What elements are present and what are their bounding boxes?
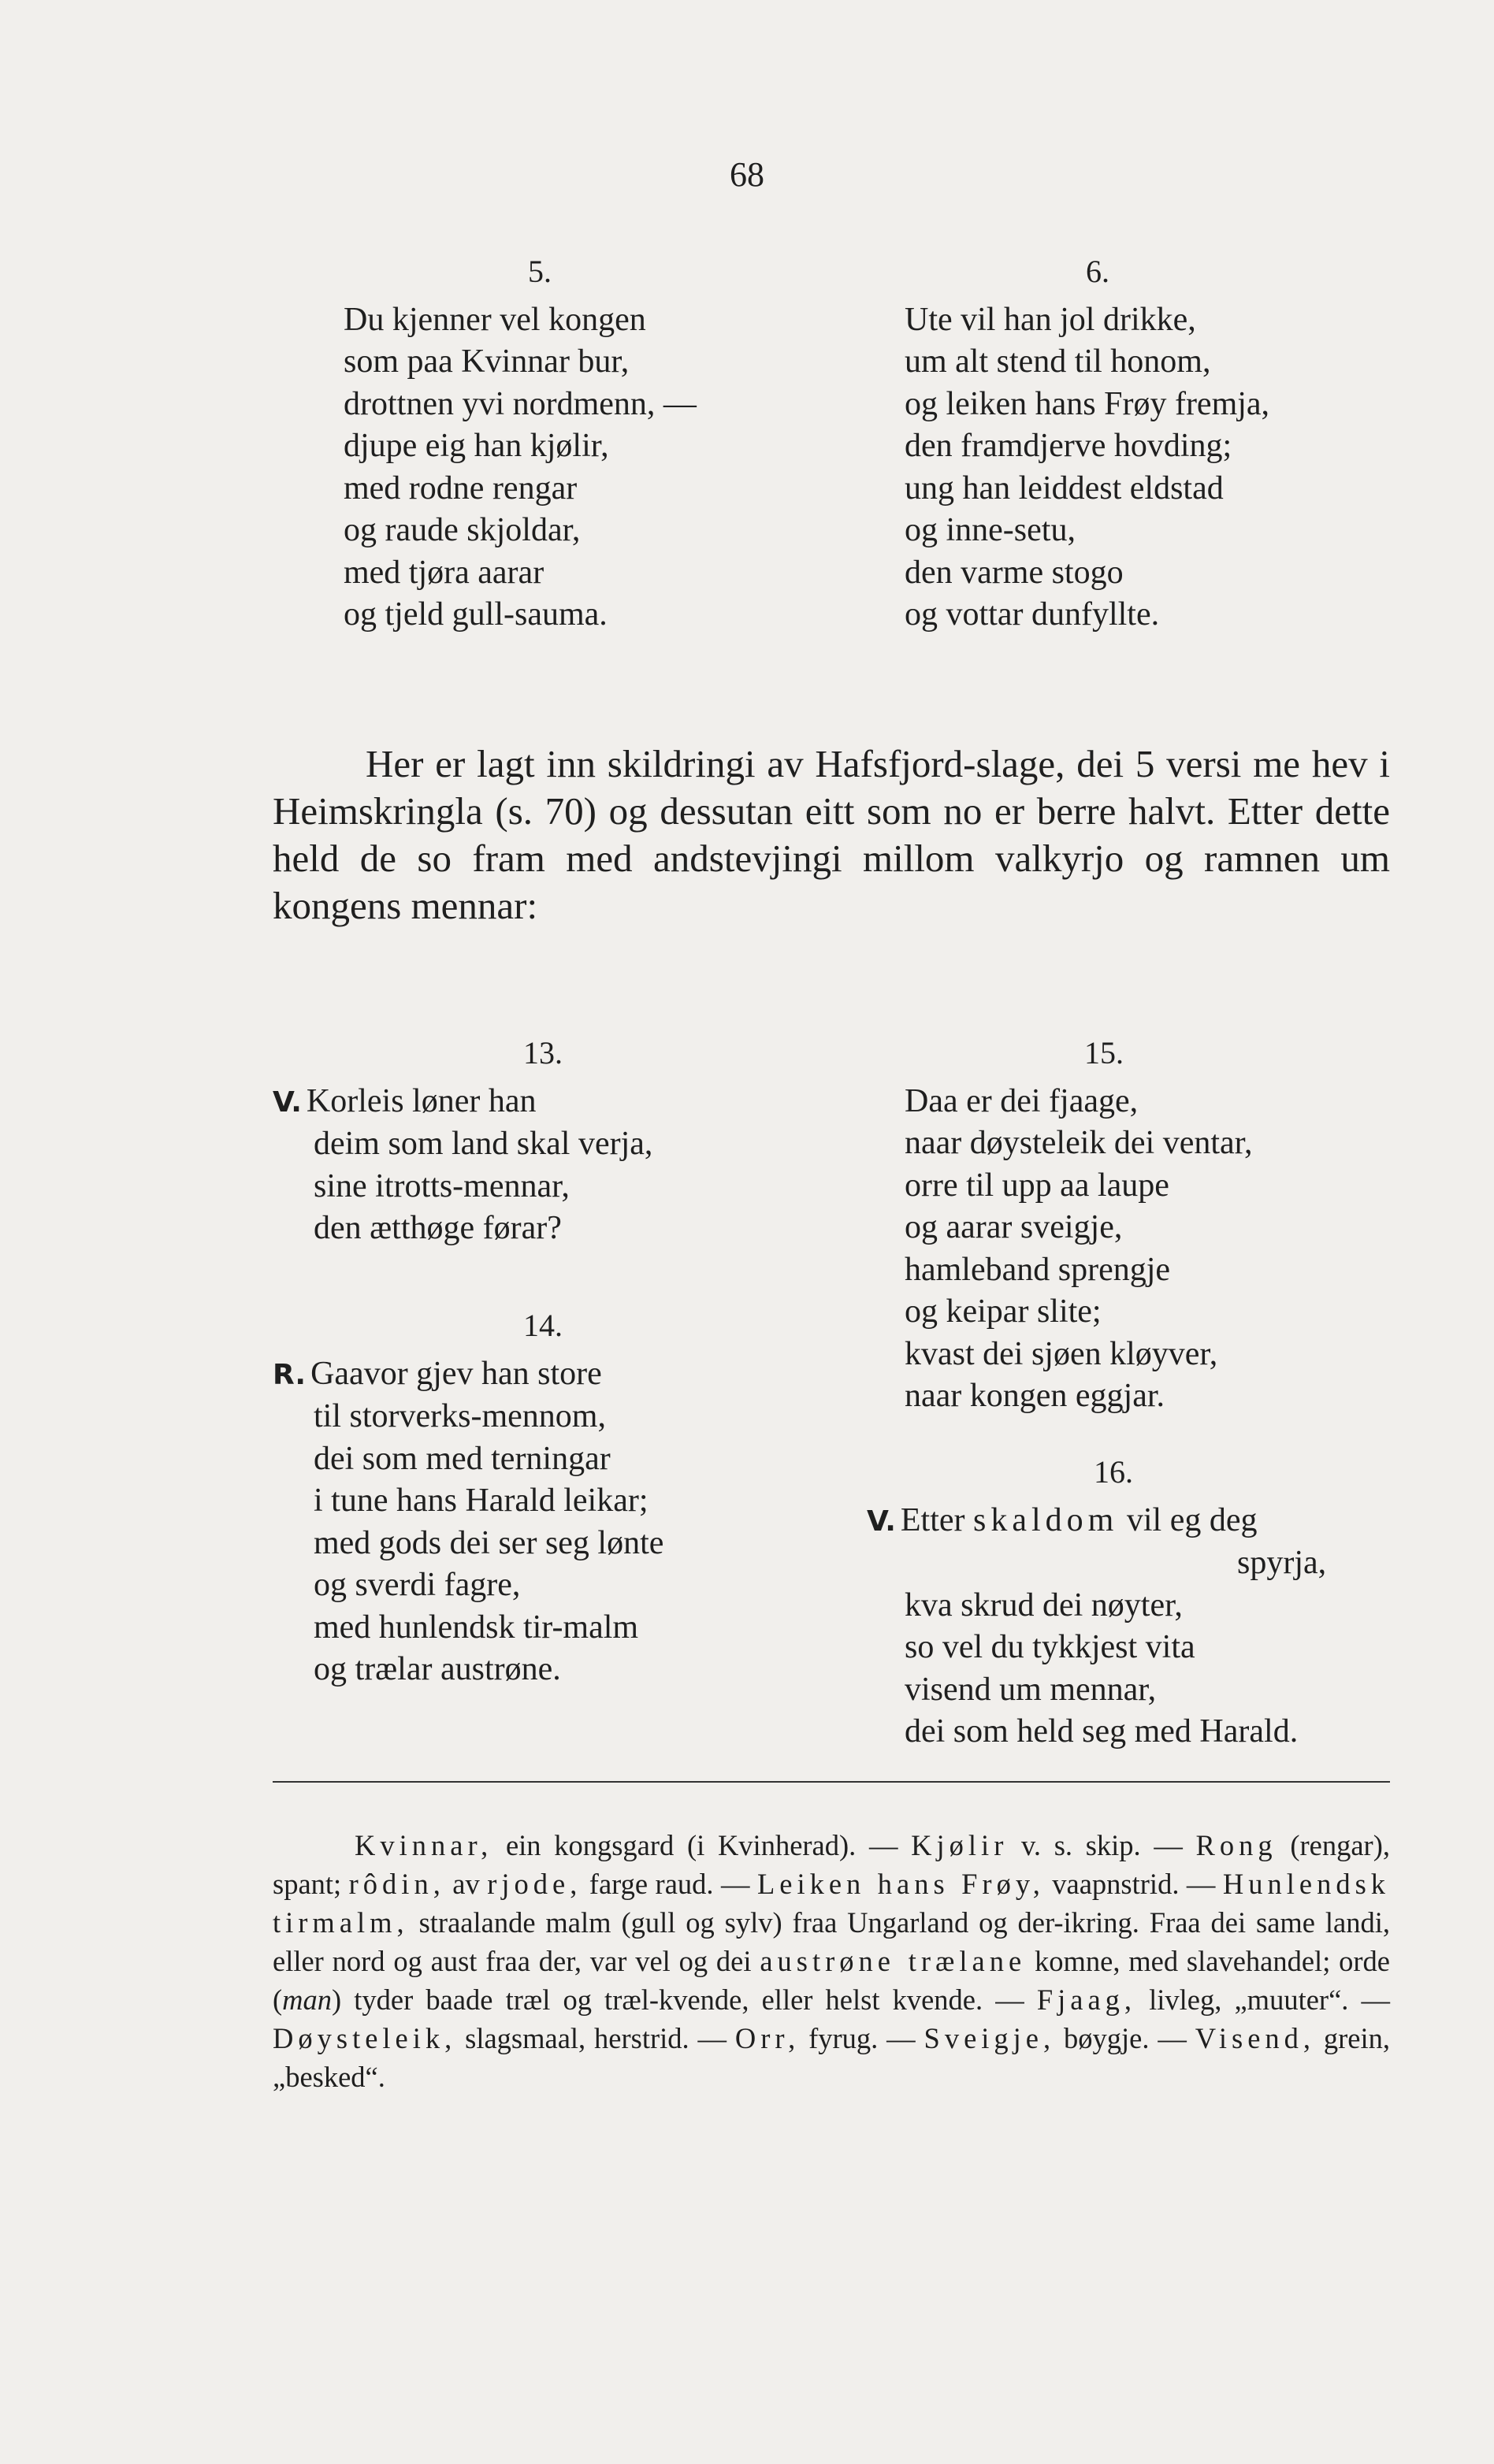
footnote-text [273,1826,1390,2096]
verse-line: og inne-setu, [905,512,1076,548]
verse-line: og aarar sveigje, [905,1209,1123,1245]
prose-text: Her er lagt inn skildringi av Hafsfjord-slage, dei 5 versi me hev i Heimskringla (s. 70) og dessutan eitt som no er berre halvt. Etter dette held de so fram med andstevjingi millom valkyrjo og ramnen um kongens mennar: [273,742,1390,927]
verse-line: Gaavor gjev han store [310,1355,602,1392]
page-number: 68 [730,155,764,194]
footnote-divider [273,1781,1390,1783]
glossary-definition: (rengar), spant; [273,1829,1390,1900]
glossary-definition: fyrug. — [800,2022,924,2054]
verse-line: kva skrud dei nøyter, [905,1586,1183,1623]
verse-line: med hunlendsk tir-malm [314,1609,639,1646]
glossary-definition: v. s. skip. — [1008,1829,1196,1861]
speaker-label: R. [273,1358,307,1391]
stanza-number: 14. [523,1308,563,1343]
verse-line: Du kjenner vel kongen [344,301,646,338]
verse-line: Korleis løner han [306,1082,537,1119]
verse-line: drottnen yvi nordmenn, — [344,385,697,422]
glossary-definition: av [444,1868,488,1900]
verse-line: og raude skjoldar, [344,512,581,548]
glossary-definition: komne, med slavehandel; orde ( [273,1945,1390,2016]
italic-word: man [282,1983,333,2016]
stanza-number: 13. [523,1035,563,1071]
verse-line: ung han leiddest eldstad [905,469,1224,507]
verse-line: Ute vil han jol drikke, [905,301,1196,338]
glossary-definition: ) tyder baade træl og træl-kvende, eller helst kvende. — [332,1983,1037,2016]
verse-line: um alt stend til honom, [905,343,1211,380]
verse-line: den ætthøge førar? [314,1210,562,1246]
glossary-term: Sveigje, [924,2022,1056,2054]
verse-line: dei som held seg med Harald. [905,1713,1299,1750]
glossary-term: Leiken hans Frøy, [756,1868,1045,1900]
verse-line: og trælar austrøne. [314,1651,561,1687]
verse-line: med rodne rengar [344,469,578,507]
stanza-13 [273,1032,652,1250]
verse-line: i tune hans Harald leikar; [314,1482,649,1519]
verse-line: orre til upp aa laupe [905,1167,1169,1204]
glossary-term: Orr, [734,2022,801,2054]
stanza-5 [344,250,697,636]
verse-line: Daa er dei fjaage, [905,1082,1139,1119]
glossary-definition: bøygje. — [1055,2022,1195,2054]
glossary-term: Fjaag, [1036,1983,1137,2016]
verse-line: deim som land skal verja, [314,1126,653,1162]
glossary-definition: farge raud. — [582,1868,757,1900]
verse-line: so vel du tykkjest vita [905,1629,1195,1665]
verse-line: til storverks-mennom, [314,1398,606,1434]
verse-line: dei som med terningar [314,1440,611,1477]
verse-line: den framdjerve hovding; [905,428,1232,464]
stanza-16 [867,1451,1395,1753]
verse-line: med tjøra aarar [344,554,544,591]
verse-line: naar kongen eggjar. [905,1378,1165,1414]
verse-line: og leiken hans Frøy fremja, [905,385,1270,422]
glossary-definition: livleg, „muuter“. — [1136,1983,1390,2016]
verse-line: naar døysteleik dei ventar, [905,1125,1253,1161]
glossary-term: Kjølir [911,1829,1009,1861]
glossary-definition: ein kongsgard (i Kvinherad). — [492,1829,912,1861]
verse-line-spaced-word: skaldom [973,1501,1119,1538]
footnotes [273,1826,1390,2096]
glossary-definition: vaapnstrid. — [1044,1868,1223,1900]
stanza-14 [273,1304,663,1691]
stanza-number: 16. [1094,1454,1133,1490]
glossary-term: Døysteleik, [273,2022,457,2054]
verse-line: med gods dei ser seg lønte [314,1524,664,1561]
verse-line: kvast dei sjøen kløyver, [905,1335,1218,1372]
glossary-term: Hunlendsk tirmalm, [273,1868,1391,1939]
verse-line: Etter [900,1501,974,1538]
glossary-definition: grein, „besked“. [273,2022,1391,2093]
stanza-15 [905,1032,1252,1418]
glossary-term: rjode, [487,1868,582,1900]
verse-line: og tjeld gull-sauma. [344,596,608,633]
prose-paragraph [273,740,1390,930]
verse-line-continuation: spyrja, [1237,1545,1327,1581]
glossary-definition: straalande malm (gull og sylv) fraa Ungarland og der-ikring. Fraa dei same landi, eller nord og aust fraa der, var vel og dei [273,1906,1390,1977]
glossary-definition: slagsmaal, herstrid. — [456,2022,735,2054]
glossary-term: Rong [1195,1829,1277,1861]
verse-line: sine itrotts-mennar, [314,1167,570,1204]
glossary-term: austrøne trælane [760,1945,1027,1977]
verse-line: som paa Kvinnar bur, [344,343,630,380]
stanza-number: 5. [528,254,552,289]
stanza-number: 15. [1084,1035,1124,1071]
glossary-term: Visend, [1195,2022,1316,2054]
verse-line: visend um mennar, [905,1671,1157,1708]
speaker-label: V. [273,1085,302,1119]
verse-line: djupe eig han kjølir, [344,428,609,464]
verse-line: den varme stogo [905,554,1124,591]
speaker-label: V. [867,1505,896,1538]
glossary-term: rôdin, [348,1868,445,1900]
verse-line: og sverdi fagre, [314,1567,521,1603]
verse-line: hamleband sprengje [905,1251,1171,1288]
stanza-6 [905,250,1269,636]
verse-line: og keipar slite; [905,1293,1102,1330]
stanza-number: 6. [1086,254,1109,289]
glossary-term: Kvinnar, [355,1829,493,1861]
verse-line: og vottar dunfyllte. [905,596,1160,633]
verse-line: vil eg deg [1118,1501,1258,1538]
